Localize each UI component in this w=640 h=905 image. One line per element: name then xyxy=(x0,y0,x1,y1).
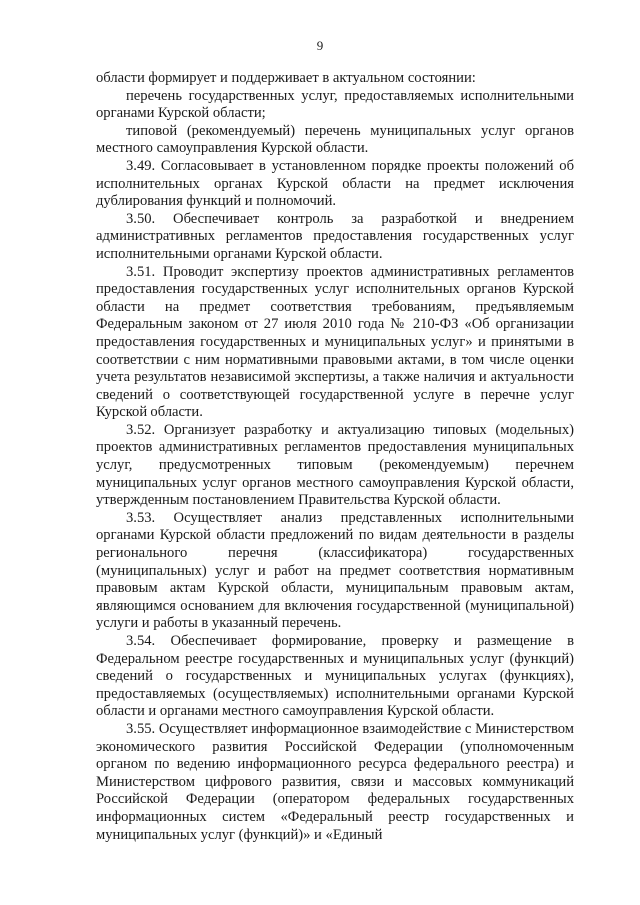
paragraph-3-50: 3.50. Обеспечивает контроль за разработкой и внедрением административных регламентов предоставления государственных услуг исполнительными органами Курской области. xyxy=(96,210,574,262)
page-number: 9 xyxy=(316,38,324,53)
paragraph-state-services-list: перечень государственных услуг, предоставляемых исполнительными органами Курской области; xyxy=(96,87,574,122)
paragraph-3-51: 3.51. Проводит экспертизу проектов административных регламентов предоставления государственных услуг исполнительных органов Курской области на предмет соответствия требованиям, предъявляемым Федеральным законом от 27 июля 2010 года № 210-ФЗ «Об организации предоставления государственных и муниципальных услуг» и принятыми в соответствии с ним нормативными правовыми актами, в том числе оценки учета результатов независимой экспертизы, а также наличия и актуальности сведений о соответствующей государственной услуге в перечне услуг Курской области. xyxy=(96,263,574,421)
paragraph-3-55: 3.55. Осуществляет информационное взаимодействие с Министерством экономического развития Российской Федерации (уполномоченным органом по ведению информационного ресурса федерального реестра) и Министерством цифрового развития, связи и массовых коммуникаций Российской Федерации (оператором федеральных государственных информационных систем «Федеральный реестр государственных и муниципальных услуг (функций)» и «Единый xyxy=(96,720,574,843)
paragraph-municipal-services-list: типовой (рекомендуемый) перечень муниципальных услуг органов местного самоуправления Курской области. xyxy=(96,122,574,157)
paragraph-3-52: 3.52. Организует разработку и актуализацию типовых (модельных) проектов административных регламентов предоставления муниципальных услуг, предусмотренных типовым (рекомендуемым) перечнем муниципальных услуг органов местного самоуправления Курской области, утвержденным постановлением Правительства Курской области. xyxy=(96,421,574,509)
paragraph-intro: области формирует и поддерживает в актуальном состоянии: xyxy=(96,70,476,86)
paragraph-3-53: 3.53. Осуществляет анализ представленных исполнительными органами Курской области предложений по видам деятельности в разделы регионального перечня (классификатора) государственных (муниципальных) услуг и работ на предмет соответствия нормативным правовым актам Курской области, муниципальным правовым актам, являющимся основанием для включения государственной (муниципальной) услуги и работы в указанный перечень. xyxy=(96,509,574,632)
paragraph-3-54: 3.54. Обеспечивает формирование, проверку и размещение в Федеральном реестре государственных и муниципальных услуг (функций) сведений о государственных и муниципальных услугах (функциях), предоставляемых (осуществляемых) исполнительными органами Курской области и органами местного самоуправления Курской области. xyxy=(96,633,574,720)
document-body xyxy=(96,70,574,844)
paragraph-3-49: 3.49. Согласовывает в установленном порядке проекты положений об исполнительных органах Курской области на предмет исключения дублирования функций и полномочий. xyxy=(96,157,574,210)
